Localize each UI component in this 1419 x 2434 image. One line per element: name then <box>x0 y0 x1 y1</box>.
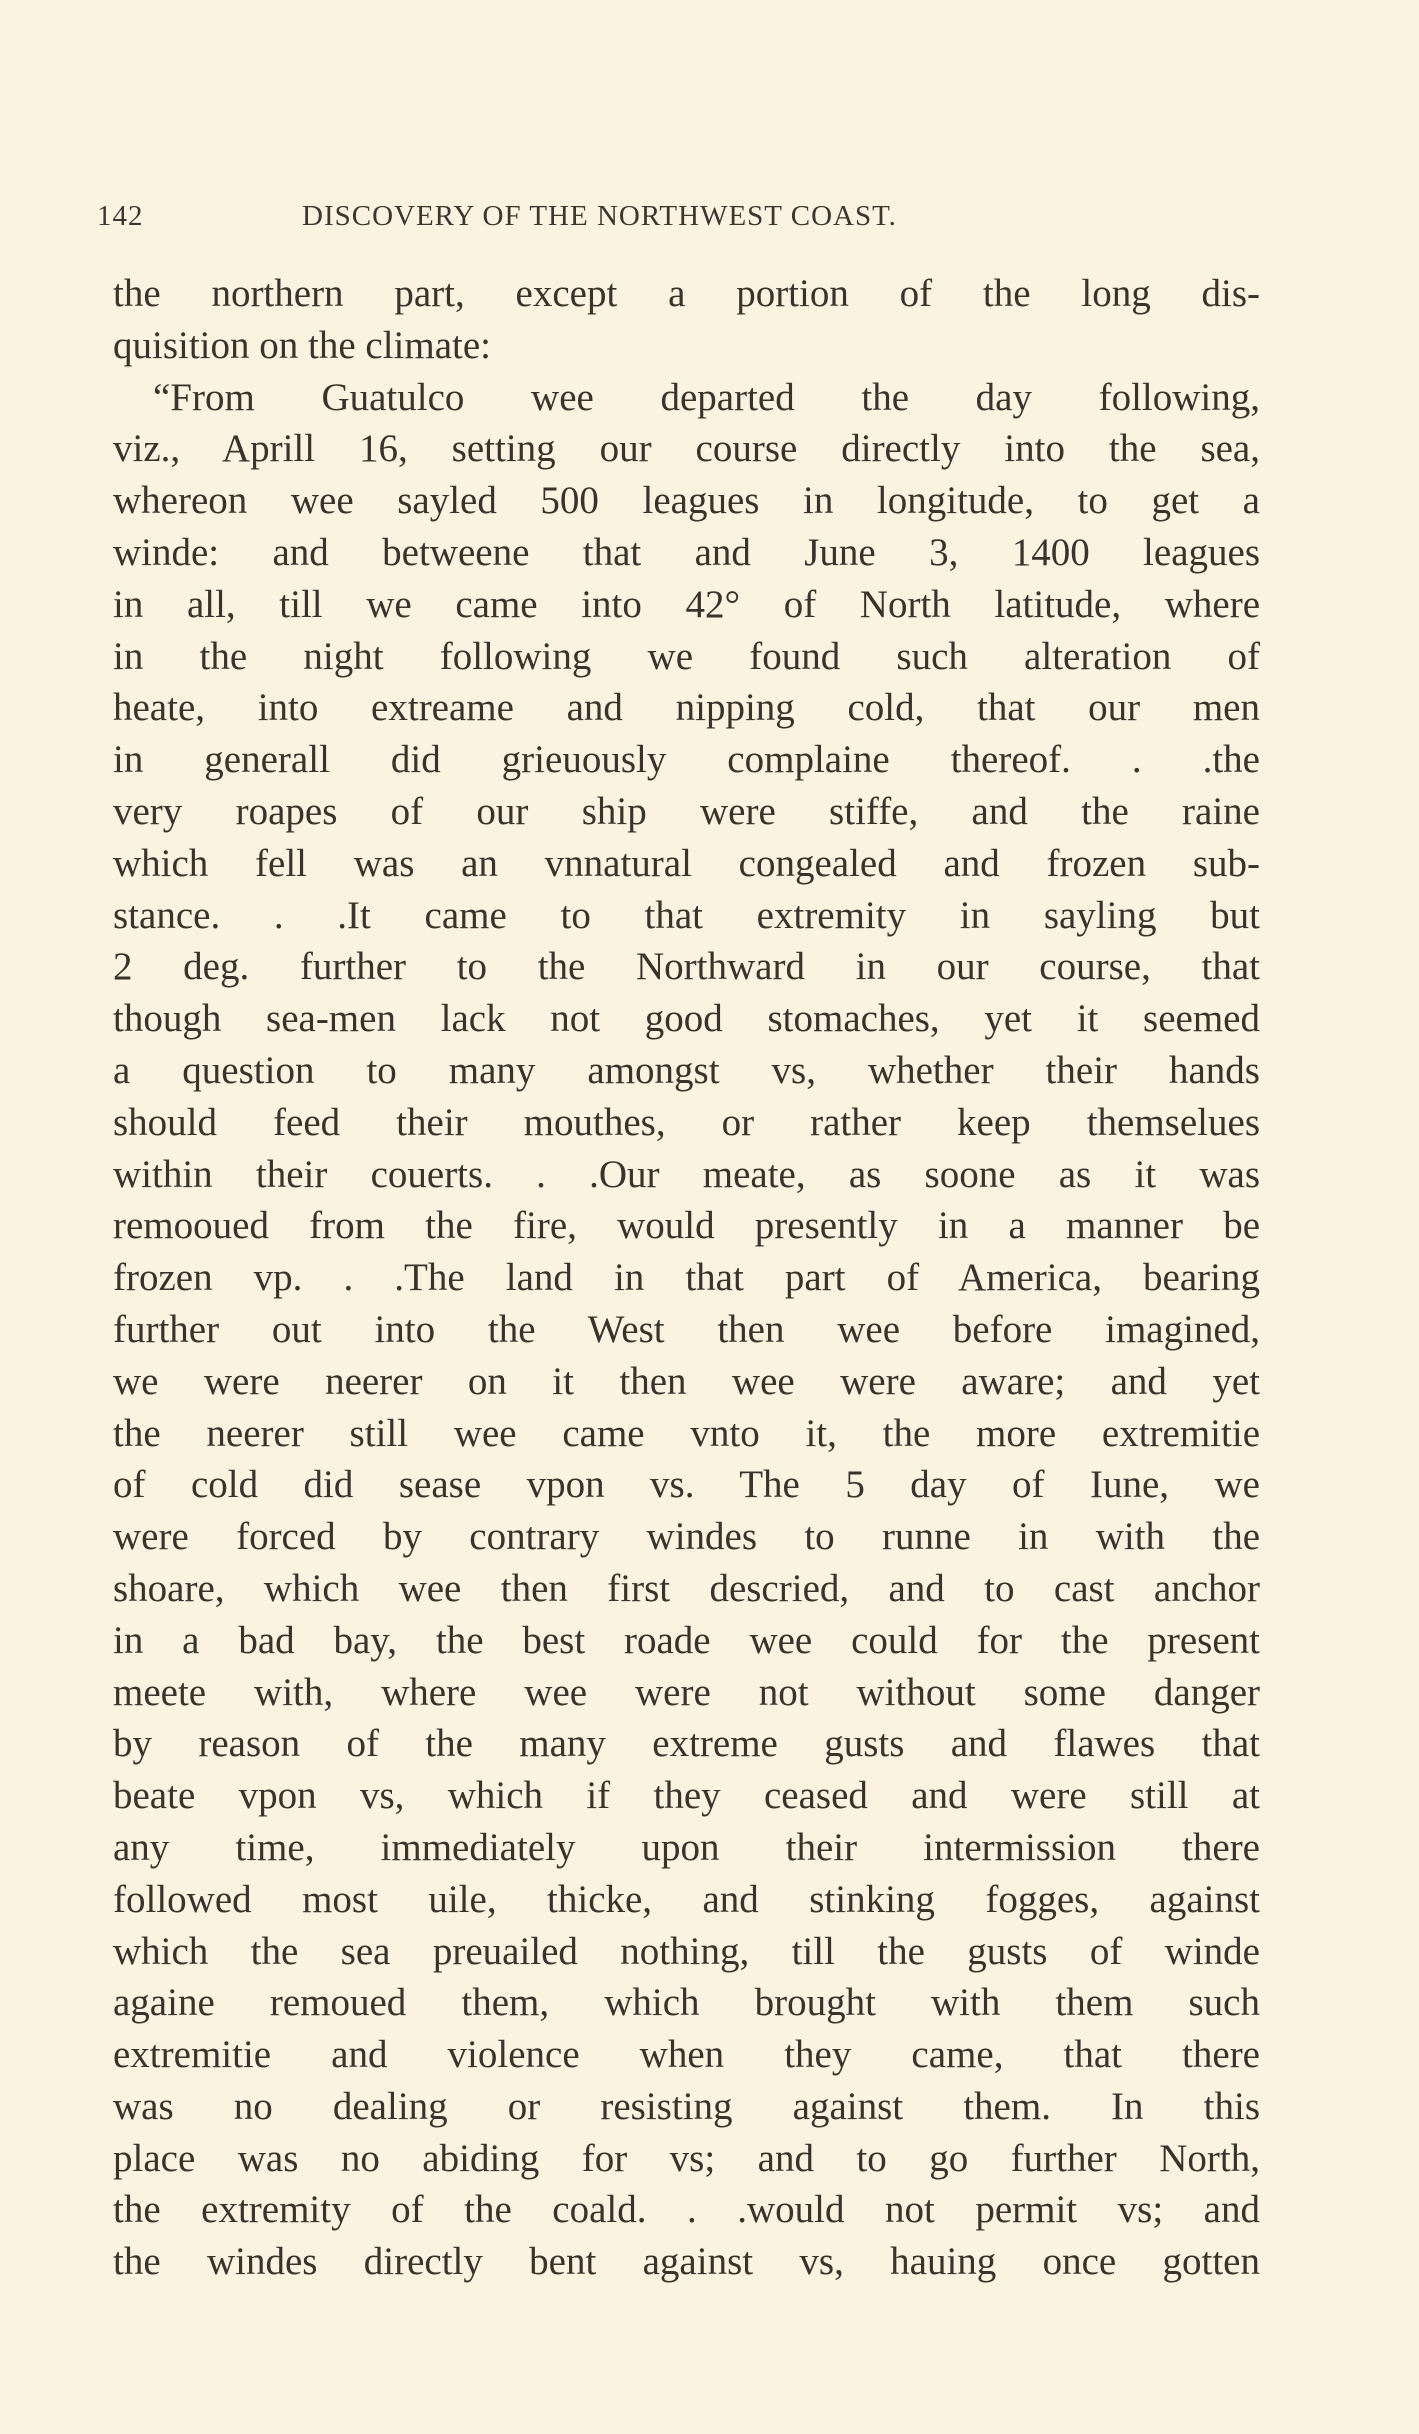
text-line: a question to many amongst vs, whether their hands <box>113 1048 1260 1092</box>
text-line: quisition on the climate: <box>113 323 492 367</box>
text-line: extremitie and violence when they came, that there <box>113 2033 1260 2077</box>
text-line: heate, into extreame and nipping cold, that our men <box>113 686 1260 730</box>
text-line: very roapes of our ship were stiffe, and the raine <box>113 789 1260 833</box>
text-line: which the sea preuailed nothing, till the gusts of winde <box>113 1929 1260 1973</box>
text-line: was no dealing or resisting against them. In this <box>113 2084 1260 2128</box>
text-line: againe remoued them, which brought with them such <box>113 1981 1260 2025</box>
running-head: DISCOVERY OF THE NORTHWEST COAST. <box>302 200 897 232</box>
text-line: viz., Aprill 16, setting our course directly into the sea, <box>113 427 1260 471</box>
text-line: in the night following we found such alteration of <box>113 634 1260 678</box>
text-line: beate vpon vs, which if they ceased and were still at <box>113 1774 1260 1818</box>
body-text <box>113 268 1260 2288</box>
text-line: which fell was an vnnatural congealed and frozen sub- <box>113 841 1260 885</box>
text-line: were forced by contrary windes to runne in with the <box>113 1515 1260 1559</box>
text-line: of cold did sease vpon vs. The 5 day of Iune, we <box>113 1463 1260 1507</box>
text-line: by reason of the many extreme gusts and flawes that <box>113 1722 1260 1766</box>
text-line: 2 deg. further to the Northward in our course, that <box>113 945 1260 989</box>
text-line: though sea-men lack not good stomaches, yet it seemed <box>113 997 1260 1041</box>
text-line: the extremity of the coald. . .would not permit vs; and <box>113 2188 1260 2232</box>
text-line: further out into the West then wee before imagined, <box>113 1307 1260 1351</box>
text-line: shoare, which wee then first descried, and to cast anchor <box>113 1566 1260 1610</box>
text-line: followed most uile, thicke, and stinking fogges, against <box>113 1877 1260 1921</box>
text-line: within their couerts. . .Our meate, as soone as it was <box>113 1152 1260 1196</box>
text-line: frozen vp. . .The land in that part of America, bearing <box>113 1256 1260 1300</box>
text-line: whereon wee sayled 500 leagues in longitude, to get a <box>113 479 1260 523</box>
text-line: stance. . .It came to that extremity in sayling but <box>113 893 1260 937</box>
text-line: the northern part, except a portion of the long dis- <box>113 272 1260 315</box>
text-line: in a bad bay, the best roade wee could for the present <box>113 1618 1260 1662</box>
text-line: the windes directly bent against vs, hauing once gotten <box>113 2240 1260 2284</box>
text-line: meete with, where wee were not without some danger <box>113 1670 1260 1714</box>
text-line: should feed their mouthes, or rather keep themselues <box>113 1100 1260 1144</box>
page-header <box>97 200 1262 240</box>
text-line: we were neerer on it then wee were aware; and yet <box>113 1359 1260 1403</box>
text-line: in all, till we came into 42° of North latitude, where <box>113 582 1260 626</box>
text-line: remooued from the fire, would presently in a manner be <box>113 1204 1260 1248</box>
text-line: winde: and betweene that and June 3, 1400 leagues <box>113 530 1260 574</box>
page-number: 142 <box>97 200 144 232</box>
text-line: “From Guatulco wee departed the day following, <box>153 375 1260 419</box>
text-line: in generall did grieuously complaine thereof. . .the <box>113 738 1260 782</box>
text-line: the neerer still wee came vnto it, the more extremitie <box>113 1411 1260 1455</box>
text-line: place was no abiding for vs; and to go further North, <box>113 2136 1260 2180</box>
text-line: any time, immediately upon their intermission there <box>113 1825 1260 1869</box>
